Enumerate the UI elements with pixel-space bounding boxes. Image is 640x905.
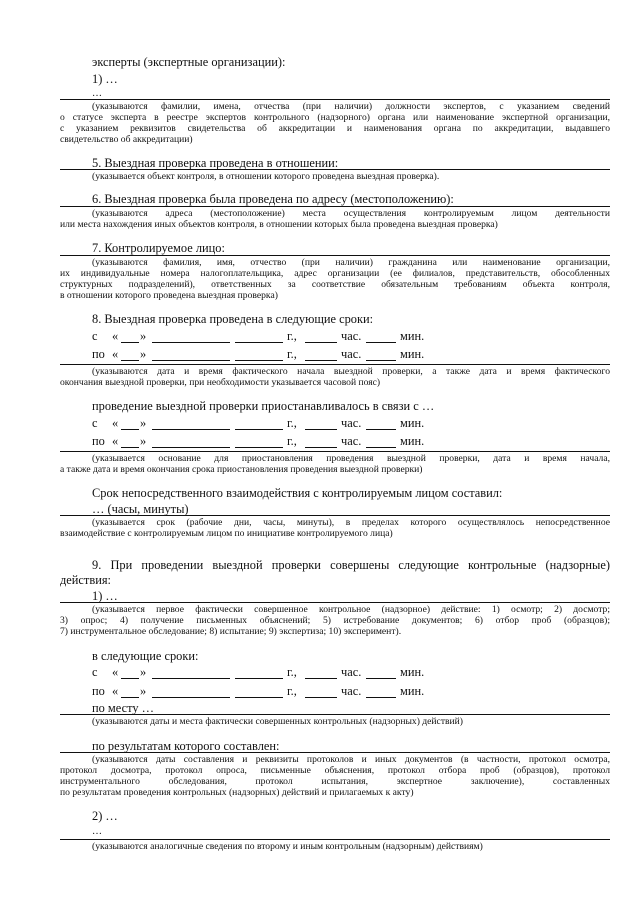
hour-field[interactable] [305,360,337,361]
hour-label: час. [341,329,362,343]
place-note: (указываются даты и места фактически совершенных контрольных (надзорных) действий) [92,716,464,727]
section-5-line [60,169,610,170]
year-label: г., [287,684,297,698]
year-field[interactable] [235,342,283,343]
month-field[interactable] [152,697,230,698]
section-9-heading-line-2: действия: [60,573,111,587]
day-field[interactable] [121,447,139,448]
quote-close: » [140,684,147,698]
experts-heading: эксперты (экспертные организации): [92,55,286,69]
quote-close: » [140,347,147,361]
minute-field[interactable] [366,697,396,698]
suspension-line [60,451,610,452]
result-line [60,752,610,753]
result-heading: по результатам которого составлен: [92,739,280,753]
hour-label: час. [341,347,362,361]
section-7-line [60,255,610,256]
minute-field[interactable] [366,447,396,448]
year-field[interactable] [235,447,283,448]
hour-field[interactable] [305,342,337,343]
day-field[interactable] [121,678,139,679]
result-note-4: по результатам проведения контрольных (надзорных) действий и прилагаемых к акту) [60,787,414,798]
day-field[interactable] [121,697,139,698]
section-9-item-2-line [60,839,610,840]
term-line [60,515,610,516]
day-field[interactable] [121,360,139,361]
day-field[interactable] [121,429,139,430]
year-label: г., [287,416,297,430]
section-9-note-3: 7) инструментальное обследование; 8) испытание; 9) экспертиза; 10) эксперимент). [60,626,402,637]
month-field[interactable] [152,429,230,430]
from-label: с [92,329,98,343]
section-9-item-1-line [60,602,610,603]
minute-label: мин. [400,329,425,343]
quote-close: » [140,665,147,679]
hour-field[interactable] [305,678,337,679]
to-label: по [92,347,105,361]
experts-note-3: с указанием реквизитов свидетельства об аккредитации и наименования органа по аккредитации, выдавшего [60,123,610,134]
minute-label: мин. [400,416,425,430]
to-label: по [92,684,105,698]
quote-open: « [112,416,119,430]
section-9-note-1: (указывается первое фактически совершенное контрольное (надзорное) действие: 1) осмотр; 2) досмотр; [92,604,610,615]
suspension-note-2: а также дата и время окончания срока приостановления проведения выездной проверки) [60,464,423,475]
section-9-note-item-2: (указываются аналогичные сведения по второму и иным контрольным (надзорным) действиям) [92,841,483,852]
year-label: г., [287,665,297,679]
quote-open: « [112,347,119,361]
experts-line [60,99,610,100]
action-terms-heading: в следующие сроки: [92,649,199,663]
hour-field[interactable] [305,697,337,698]
section-5-heading: 5. Выездная проверка проведена в отношении: [92,156,339,170]
section-5-note: (указывается объект контроля, в отношении которого проведена выездная проверка). [92,171,440,182]
section-9-item-2: 2) … [92,809,118,823]
year-field[interactable] [235,678,283,679]
result-note-3: инструментального обследования, протокол испытания, экспертное заключение), составленных [60,776,610,787]
section-7-note-1: (указываются фамилия, имя, отчество (при наличии) гражданина или наименование организации, [92,257,610,268]
experts-note-4: свидетельство об аккредитации) [60,134,193,145]
minute-label: мин. [400,665,425,679]
year-label: г., [287,347,297,361]
section-6-note-2: или места нахождения иных объектов контроля, в отношении которых была проведена выездная проверка) [60,219,498,230]
minute-label: мин. [400,434,425,448]
hour-label: час. [341,684,362,698]
section-9-heading-line-1: 9. При проведении выездной проверки совершены следующие контрольные (надзорные) [92,558,610,572]
term-heading: Срок непосредственного взаимодействия с контролируемым лицом составил: [92,486,503,500]
section-8-note-1: (указываются дата и время фактического начала выездной проверки, а также дата и время фактического [92,366,610,377]
hour-field[interactable] [305,429,337,430]
place-line [60,714,610,715]
section-7-note-2: их индивидуальные номера налогоплательщика, адрес организации (ее филиалов, представительств, обособленных [60,268,610,279]
section-9-item-1: 1) … [92,589,118,603]
section-9-item-2-dots: … [92,826,102,837]
experts-note-1: (указываются фамилии, имена, отчества (при наличии) должности экспертов, с указанием сведений [92,101,610,112]
minute-field[interactable] [366,360,396,361]
minute-field[interactable] [366,342,396,343]
hour-field[interactable] [305,447,337,448]
term-value: … (часы, минуты) [92,502,189,516]
result-note-2: протокол досмотра, протокол опроса, письменные объяснения, протокол отбора проб (образцов), протокол [60,765,610,776]
minute-label: мин. [400,347,425,361]
quote-open: « [112,665,119,679]
place-label: по месту … [92,701,155,715]
hour-label: час. [341,665,362,679]
quote-open: « [112,434,119,448]
minute-label: мин. [400,684,425,698]
section-9-note-2: 3) опрос; 4) получение письменных объяснений; 5) истребование документов; 6) отбор проб (образцов); [60,615,610,626]
section-7-heading: 7. Контролируемое лицо: [92,241,225,255]
from-label: с [92,665,98,679]
section-7-note-3: структурных подразделений), ответственных за соответствие обязательным требованиям объекта контроля, [60,279,610,290]
quote-close: » [140,434,147,448]
year-label: г., [287,329,297,343]
year-label: г., [287,434,297,448]
year-field[interactable] [235,360,283,361]
month-field[interactable] [152,360,230,361]
term-note-2: взаимодействие с контролируемым лицом по инициативе контролируемого лица) [60,528,393,539]
day-field[interactable] [121,342,139,343]
hour-label: час. [341,434,362,448]
suspension-note-1: (указывается основание для приостановления проведения выездной проверки, дата и время начала, [92,453,610,464]
section-6-heading: 6. Выездная проверка была проведена по адресу (местоположению): [92,192,454,206]
term-note-1: (указывается срок (рабочие дни, часы, минуты), в пределах которого осуществлялось непосредственное [92,517,610,528]
section-6-note-1: (указываются адреса (местоположение) места осуществления контролируемым лицом деятельности [92,208,610,219]
experts-item-1: 1) … [92,72,118,86]
experts-dots: … [92,88,102,99]
year-field[interactable] [235,429,283,430]
section-7-note-4: в отношении которого проведена выездная проверка) [60,290,278,301]
section-8-heading: 8. Выездная проверка проведена в следующие сроки: [92,312,374,326]
quote-close: » [140,329,147,343]
year-field[interactable] [235,697,283,698]
minute-field[interactable] [366,429,396,430]
result-note-1: (указываются даты составления и реквизиты протоколов и иных документов (в частности, протокол осмотра, [92,754,610,765]
hour-label: час. [341,416,362,430]
month-field[interactable] [152,678,230,679]
quote-open: « [112,329,119,343]
quote-close: » [140,416,147,430]
month-field[interactable] [152,342,230,343]
month-field[interactable] [152,447,230,448]
to-label: по [92,434,105,448]
from-label: с [92,416,98,430]
section-8-note-2: окончания выездной проверки, при необходимости указывается часовой пояс) [60,377,381,388]
section-6-line [60,206,610,207]
section-8-line [60,364,610,365]
quote-open: « [112,684,119,698]
experts-note-2: о статусе эксперта в реестре экспертов контрольного (надзорного) органа или наименование экспертной организации, [60,112,610,123]
suspension-heading: проведение выездной проверки приостанавливалось в связи с … [92,399,435,413]
minute-field[interactable] [366,678,396,679]
